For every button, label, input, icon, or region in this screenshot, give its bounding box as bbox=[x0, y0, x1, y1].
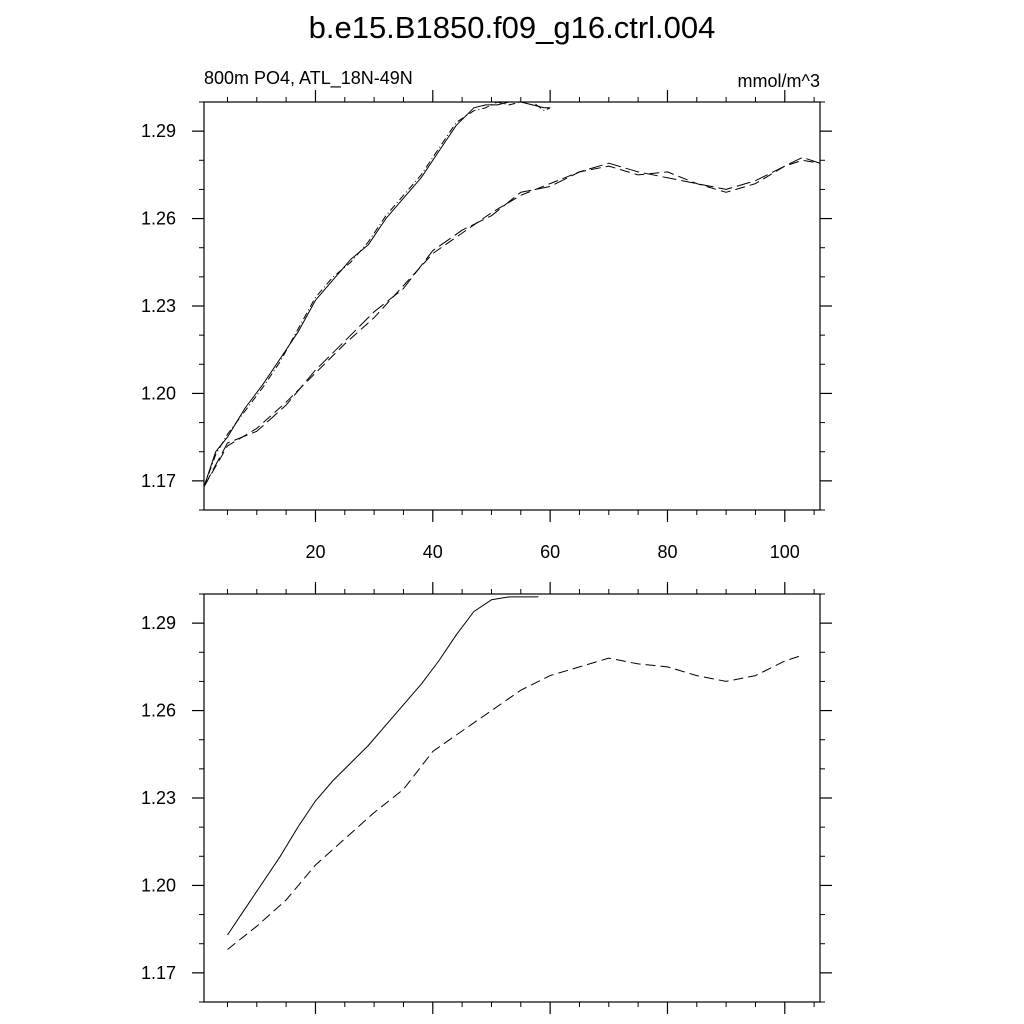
top-panel-right-string: mmol/m^3 bbox=[737, 71, 820, 91]
bottom-series-line-1 bbox=[228, 597, 539, 935]
bottom-y-tick-label: 1.26 bbox=[140, 700, 176, 721]
top-y-tick-label: 1.26 bbox=[140, 208, 176, 229]
bottom-y-tick-label: 1.17 bbox=[140, 962, 176, 983]
top-ticks bbox=[141, 90, 832, 562]
top-y-tick-label: 1.23 bbox=[140, 296, 176, 316]
bottom-y-tick-label: 1.29 bbox=[140, 613, 176, 634]
bottom-panel bbox=[141, 582, 832, 1014]
top-y-tick-label: 1.29 bbox=[140, 121, 176, 142]
figure-title: b.e15.B1850.f09_g16.ctrl.004 bbox=[308, 10, 716, 45]
top-x-tick-label: 100 bbox=[769, 542, 800, 562]
top-series-line-3 bbox=[204, 160, 820, 486]
bottom-y-tick-label: 1.23 bbox=[140, 788, 176, 808]
top-x-tick-label: 40 bbox=[422, 542, 443, 562]
top-x-tick-label: 80 bbox=[657, 542, 678, 562]
bottom-ticks bbox=[141, 582, 832, 1014]
bottom-series-lines bbox=[228, 597, 803, 950]
top-panel-left-string: 800m PO4, ATL_18N-49N bbox=[204, 68, 413, 88]
top-plot-frame bbox=[204, 102, 820, 510]
top-x-tick-label: 20 bbox=[305, 542, 326, 562]
top-y-tick-label: 1.20 bbox=[140, 383, 176, 404]
bottom-series-line-2 bbox=[228, 655, 803, 949]
top-series-line-4 bbox=[204, 157, 820, 486]
bottom-y-tick-label: 1.20 bbox=[140, 875, 176, 896]
top-series-lines bbox=[204, 102, 820, 487]
bottom-plot-frame bbox=[204, 594, 820, 1002]
top-x-tick-label: 60 bbox=[540, 542, 561, 562]
top-panel bbox=[141, 68, 832, 562]
top-y-tick-label: 1.17 bbox=[140, 470, 176, 491]
